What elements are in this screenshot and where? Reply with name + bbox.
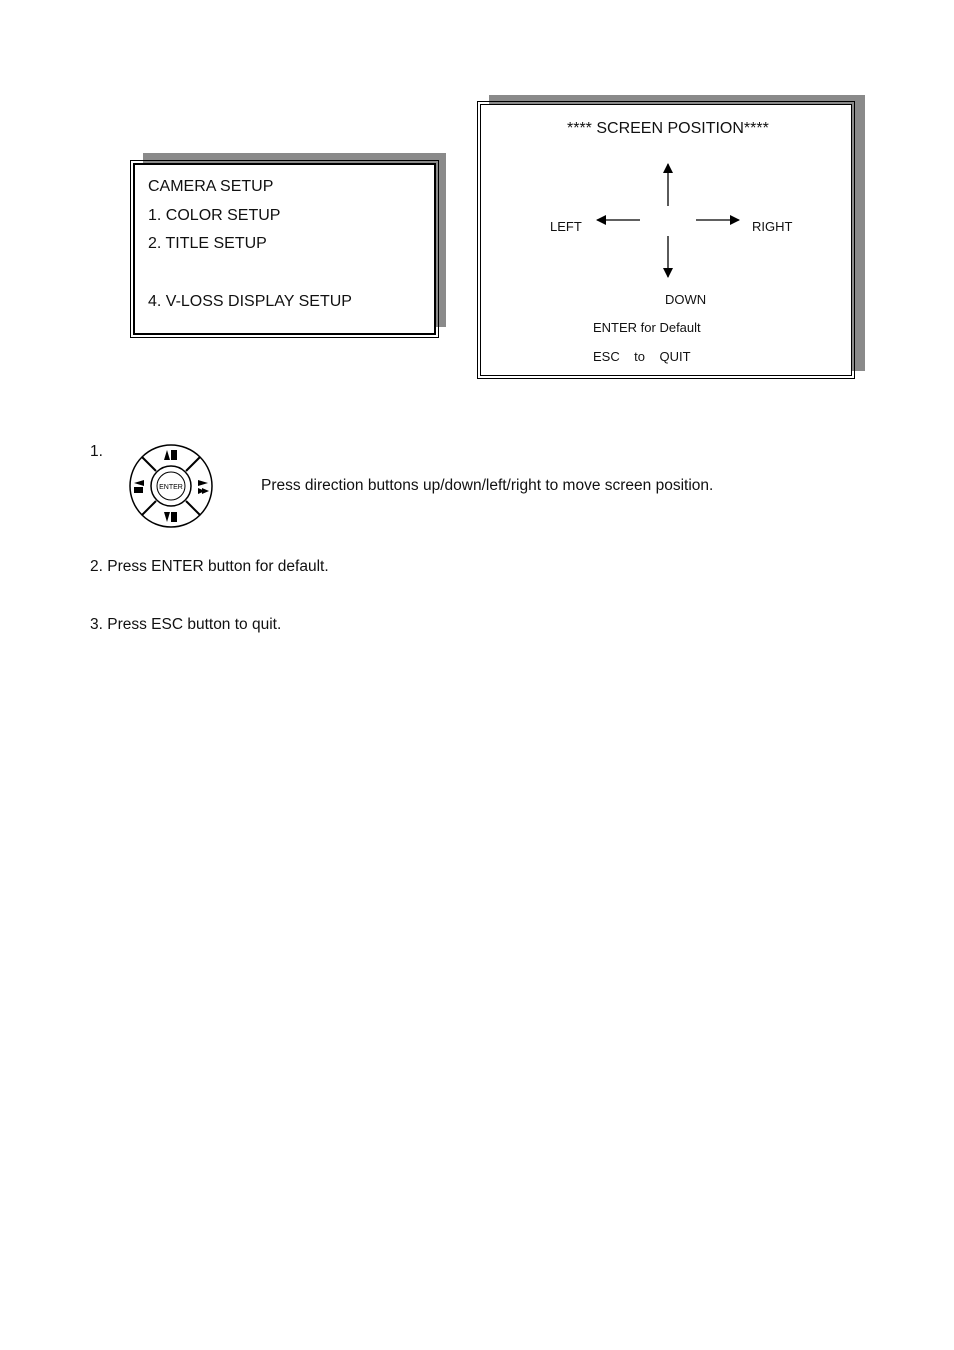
step3-instruction: 3. Press ESC button to quit. (90, 616, 282, 633)
menu-item-title-setup[interactable]: 2. TITLE SETUP (148, 235, 267, 252)
down-label: DOWN (665, 292, 707, 307)
menu-item-color-setup[interactable]: 1. COLOR SETUP (148, 207, 281, 224)
step1-number: 1. (90, 443, 103, 460)
screen-position-title: **** SCREEN POSITION**** (567, 120, 769, 137)
enter-default-text: ENTER for Default (593, 320, 701, 335)
esc-quit-text: ESC to QUIT (593, 349, 691, 364)
step1-instruction: Press direction buttons up/down/left/right to move screen position. (261, 477, 714, 494)
direction-keypad-icon (128, 442, 214, 530)
direction-arrows (0, 0, 954, 400)
right-label: RIGHT (752, 219, 793, 234)
menu-item-vloss-display-setup[interactable]: 4. V-LOSS DISPLAY SETUP (148, 293, 352, 310)
keypad-enter-label: ENTER (159, 484, 183, 491)
camera-menu-title: CAMERA SETUP (148, 178, 274, 195)
left-label: LEFT (550, 219, 582, 234)
step2-instruction: 2. Press ENTER button for default. (90, 558, 329, 575)
